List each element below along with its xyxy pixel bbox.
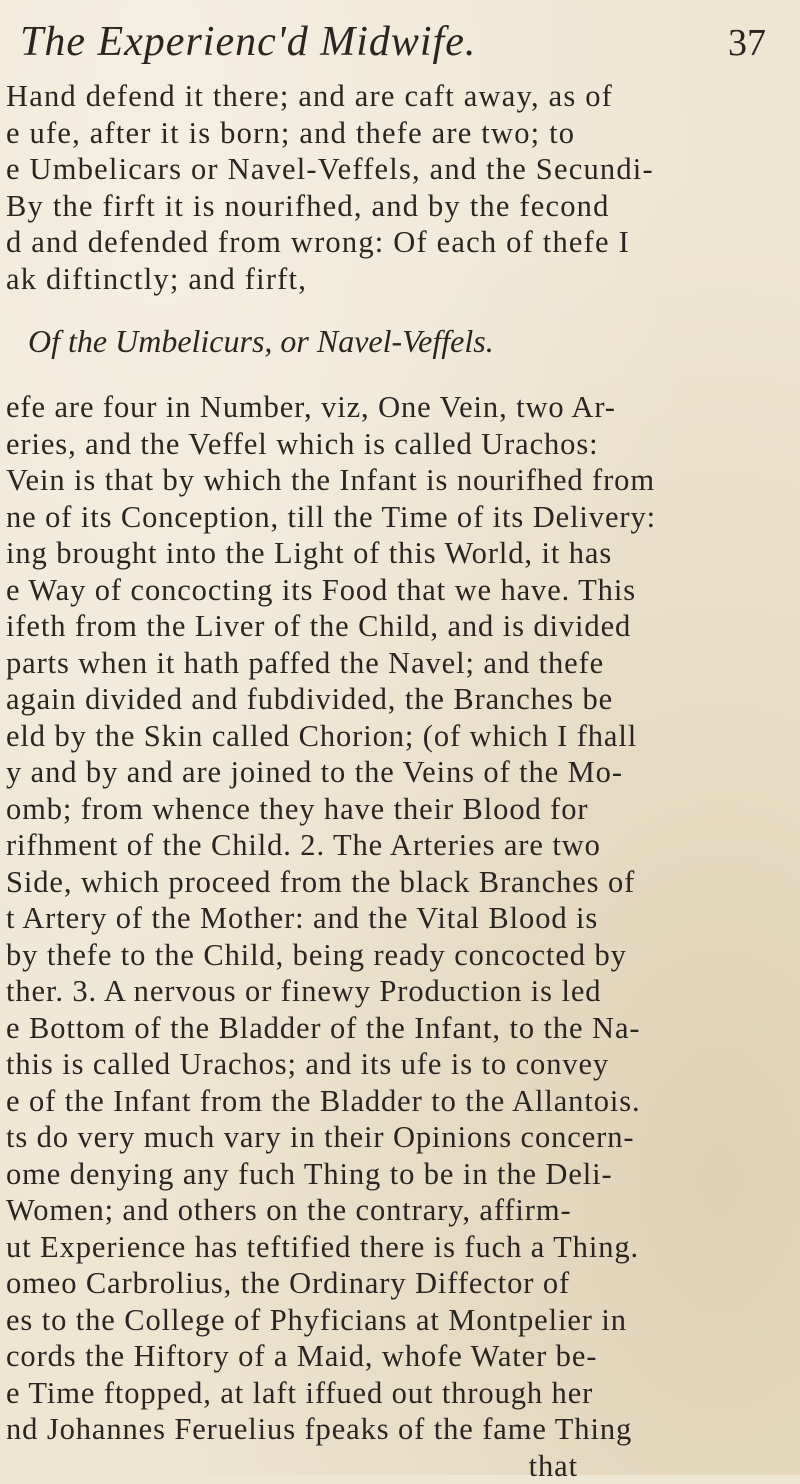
text-line: cords the Hiftory of a Maid, whofe Water be- — [6, 1338, 778, 1375]
text-line: ne of its Conception, till the Time of its Delivery: — [6, 499, 778, 536]
text-line: ak diftinctly; and firft, — [6, 261, 778, 298]
text-line: y and by and are joined to the Veins of the Mo- — [6, 754, 778, 791]
text-line: nd Johannes Feruelius fpeaks of the fame Thing — [6, 1411, 778, 1448]
text-line: ing brought into the Light of this World, it has — [6, 535, 778, 572]
paragraph-2 — [6, 389, 778, 1484]
text-line: omeo Carbrolius, the Ordinary Diffector of — [6, 1265, 778, 1302]
text-line: d and defended from wrong: Of each of thefe I — [6, 224, 778, 261]
text-line: omb; from whence they have their Blood for — [6, 791, 778, 828]
text-line: ts do very much vary in their Opinions concern- — [6, 1119, 778, 1156]
text-line: eries, and the Veffel which is called Urachos: — [6, 426, 778, 463]
text-line: e ufe, after it is born; and thefe are two; to — [6, 115, 778, 152]
text-line: ome denying any fuch Thing to be in the Deli- — [6, 1156, 778, 1193]
text-line: Side, which proceed from the black Branches of — [6, 864, 778, 901]
text-line: again divided and fubdivided, the Branches be — [6, 681, 778, 718]
running-head — [6, 18, 778, 78]
text-line: ut Experience has teftified there is fuch a Thing. — [6, 1229, 778, 1266]
page-number: 37 — [728, 21, 766, 65]
text-line: e Umbelicars or Navel-Veffels, and the Secundi- — [6, 151, 778, 188]
text-line: efe are four in Number, viz, One Vein, two Ar- — [6, 389, 778, 426]
text-line: by thefe to the Child, being ready concocted by — [6, 937, 778, 974]
running-title: The Experienc'd Midwife. — [20, 18, 476, 66]
text-line: e Way of concocting its Food that we have. This — [6, 572, 778, 609]
text-line: Women; and others on the contrary, affirm- — [6, 1192, 778, 1229]
text-line: By the firft it is nourifhed, and by the fecond — [6, 188, 778, 225]
text-line: ifeth from the Liver of the Child, and is divided — [6, 608, 778, 645]
text-line: Vein is that by which the Infant is nourifhed from — [6, 462, 778, 499]
text-line: Hand defend it there; and are caft away, as of — [6, 78, 778, 115]
text-line: this is called Urachos; and its ufe is to convey — [6, 1046, 778, 1083]
paragraph-1 — [6, 78, 778, 297]
text-line: parts when it hath paffed the Navel; and thefe — [6, 645, 778, 682]
text-line: e of the Infant from the Bladder to the Allantois. — [6, 1083, 778, 1120]
text-line: es to the College of Phyficians at Montpelier in — [6, 1302, 778, 1339]
section-heading: Of the Umbelicurs, or Navel-Veffels. — [28, 323, 778, 367]
text-line: ther. 3. A nervous or finewy Production is led — [6, 973, 778, 1010]
catchword: that — [6, 1448, 778, 1484]
text-line: rifhment of the Child. 2. The Arteries are two — [6, 827, 778, 864]
text-line: eld by the Skin called Chorion; (of which I fhall — [6, 718, 778, 755]
text-line: t Artery of the Mother: and the Vital Blood is — [6, 900, 778, 937]
text-line: e Bottom of the Bladder of the Infant, to the Na- — [6, 1010, 778, 1047]
text-line: e Time ftopped, at laft iffued out through her — [6, 1375, 778, 1412]
